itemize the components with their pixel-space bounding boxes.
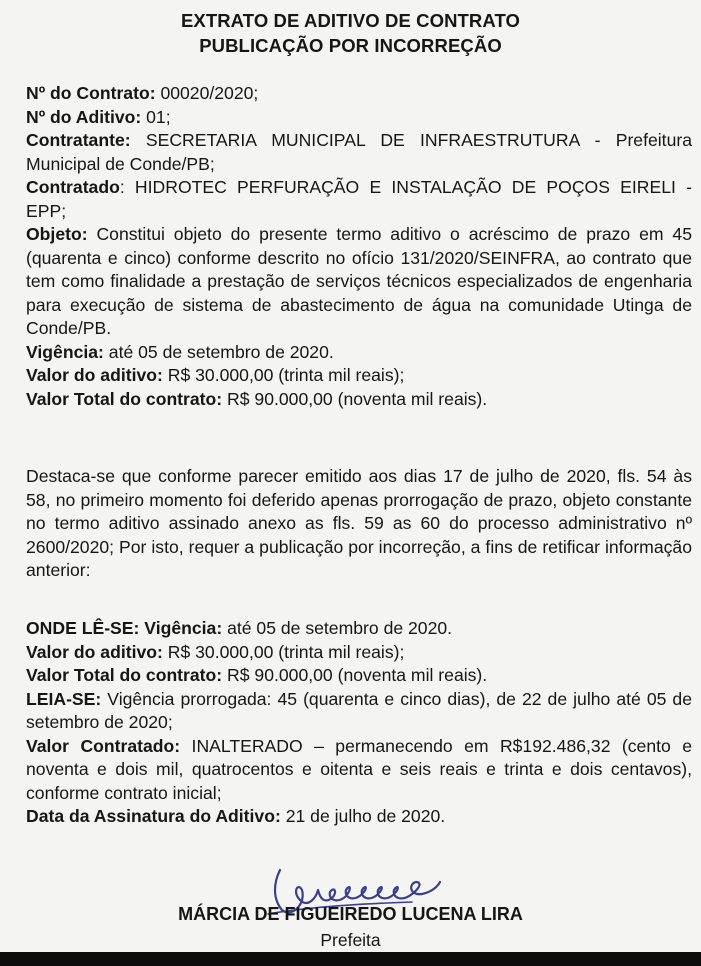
validity-line: [26, 341, 692, 365]
correction-block: [26, 617, 692, 829]
object-label: Objeto:: [26, 224, 88, 244]
correction-total-value-value: R$ 90.000,00 (noventa mil reais).: [222, 665, 488, 685]
signature-area: [0, 858, 701, 958]
contractor-label: Contratante:: [26, 130, 131, 150]
document-header: [0, 8, 701, 58]
contracted-label: Contratado: [26, 177, 120, 197]
contracted-value-line: [26, 735, 692, 806]
contracted-value: : HIDROTEC PERFURAÇÃO E INSTALAÇÃO DE POÇOS EIRELI - EPP;: [26, 177, 692, 221]
contracted-value-label: Valor Contratado:: [26, 735, 181, 756]
total-value-line: [26, 388, 692, 412]
signer-name: MÁRCIA DE FIGUEIREDO LUCENA LIRA: [178, 904, 523, 924]
addendum-number-label: Nº do Aditivo:: [26, 106, 142, 127]
read-as-label: LEIA-SE:: [26, 688, 102, 709]
justification-text: Destaca-se que conforme parecer emitido aos dias 17 de julho de 2020, fls. 54 às 58, no primeiro momento foi deferido apenas prorrogação de prazo, objeto constante no termo aditivo assinado anexo as fls. 59 as 60 do processo administrativo nº 2600/2020; Por isto, requer a publicação por incorreção, a fins de retificar informação anterior:: [26, 466, 692, 580]
contract-details: [26, 82, 692, 411]
document-title: EXTRATO DE ADITIVO DE CONTRATO: [180, 10, 521, 31]
correction-addendum-value-value: R$ 30.000,00 (trinta mil reais);: [162, 641, 405, 662]
contractor-value: SECRETARIA MUNICIPAL DE INFRAESTRUTURA - Prefeitura Municipal de Conde/PB;: [26, 130, 692, 174]
total-value-value: R$ 90.000,00 (noventa mil reais).: [222, 388, 488, 409]
addendum-number-line: [26, 106, 692, 130]
validity-label: Vigência:: [26, 341, 104, 362]
where-reads-label: ONDE LÊ-SE: Vigência:: [26, 618, 223, 638]
signing-date-value: 21 de julho de 2020.: [280, 806, 446, 826]
contract-number-line: [26, 82, 692, 106]
contracted-value-value: INALTERADO – permanecendo em R$192.486,32 (cento e noventa e dois mil, quatrocentos e oitenta e seis reais e trinta e dois centavos), conforme contrato inicial;: [26, 735, 692, 803]
object-value: Constitui objeto do presente termo aditivo o acréscimo de prazo em 45 (quarenta e cinco) conforme descrito no ofício 131/2020/SEINFRA, ao contrato que tem como finalidade a prestação de serviços técnicos especializados de engenharia para execução de sistema de abastecimento de água na comunidade Utinga de Conde/PB.: [26, 224, 692, 338]
contract-number-label: Nº do Contrato:: [26, 83, 156, 103]
validity-value: até 05 de setembro de 2020.: [103, 341, 334, 362]
correction-total-value-label: Valor Total do contrato:: [26, 665, 223, 685]
correction-addendum-value-line: [26, 641, 692, 665]
correction-total-value-line: [26, 664, 692, 688]
total-value-label: Valor Total do contrato:: [26, 388, 223, 409]
signer-role: Prefeita: [320, 930, 381, 950]
correction-addendum-value-label: Valor do aditivo:: [26, 641, 163, 662]
bottom-edge-bar: [0, 952, 701, 966]
contracted-line: [26, 176, 692, 223]
document-subtitle: PUBLICAÇÃO POR INCORREÇÃO: [199, 35, 502, 56]
signing-date-label: Data da Assinatura do Aditivo:: [26, 806, 281, 826]
signing-date-line: [26, 805, 692, 829]
justification-block: [26, 465, 692, 583]
addendum-value-value: R$ 30.000,00 (trinta mil reais);: [162, 365, 405, 385]
addendum-value-label: Valor do aditivo:: [26, 365, 163, 385]
where-reads-value: até 05 de setembro de 2020.: [222, 618, 453, 638]
contract-number-value: 00020/2020;: [155, 83, 259, 103]
contractor-line: [26, 129, 692, 176]
read-as-value: Vigência prorrogada: 45 (quarenta e cinco dias), de 22 de julho até 05 de setembro de 2020;: [26, 688, 692, 732]
addendum-number-value: 01;: [141, 106, 171, 127]
addendum-value-line: [26, 364, 692, 388]
where-reads-line: [26, 617, 692, 641]
read-as-line: [26, 688, 692, 735]
object-line: [26, 223, 692, 341]
